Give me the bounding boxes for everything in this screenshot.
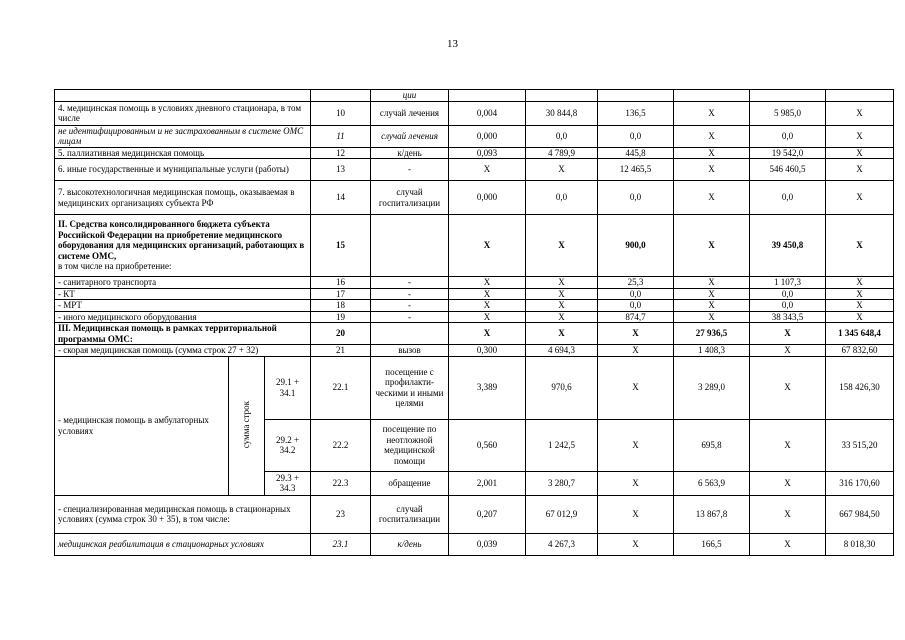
cell-unit: - (371, 300, 449, 312)
row-name (55, 215, 311, 277)
cell-c2: X (526, 215, 598, 277)
cell-unit: обращение (371, 471, 449, 495)
cell-c1: 0,000 (449, 125, 526, 147)
cell-c2 (526, 90, 598, 102)
cell-c6: X (826, 300, 894, 312)
cell-c3: X (598, 345, 674, 357)
cell-c3: 445,8 (598, 147, 674, 159)
cell-c5: X (750, 356, 826, 419)
row-name-text: - МРТ (58, 300, 82, 310)
table-row (55, 90, 894, 102)
cell-c4: X (674, 311, 750, 323)
cell-c4 (674, 90, 750, 102)
cell-c6: 33 515,20 (826, 419, 894, 471)
cell-unit: к/день (371, 147, 449, 159)
cell-c4: X (674, 147, 750, 159)
cell-c2: X (526, 288, 598, 300)
row-name-continuation: в том числе на приобретение: (58, 261, 172, 272)
cell-c3: 136,5 (598, 101, 674, 125)
cell-c3: X (598, 533, 674, 555)
cell-code: 21 (311, 345, 371, 357)
cell-unit (371, 215, 449, 277)
cell-c1: 0,039 (449, 533, 526, 555)
cell-c1: 0,093 (449, 147, 526, 159)
cell-c5: 39 450,8 (750, 215, 826, 277)
cell-c3: 0,0 (598, 125, 674, 147)
cell-c2: 970,6 (526, 356, 598, 419)
cell-c5: 38 343,5 (750, 311, 826, 323)
cell-c1: X (449, 288, 526, 300)
cell-c5: X (750, 419, 826, 471)
cell-c6: X (826, 311, 894, 323)
cell-unit: случай лечения (371, 125, 449, 147)
cell-c6: 1 345 648,4 (826, 323, 894, 345)
row-name (55, 181, 311, 215)
cell-c6: X (826, 288, 894, 300)
row-name-text: медицинская реабилитация в стационарных условиях (58, 538, 264, 549)
cell-c1: 0,207 (449, 495, 526, 533)
cell-code: 15 (311, 215, 371, 277)
cell-code: 22.1 (311, 356, 371, 419)
cell-c2: 0,0 (526, 125, 598, 147)
cell-c4: X (674, 300, 750, 312)
cell-c6: X (826, 147, 894, 159)
cell-c6: 8 018,30 (826, 533, 894, 555)
cell-c4: X (674, 159, 750, 181)
cell-c4: X (674, 288, 750, 300)
row-name (55, 300, 311, 312)
cell-c2: X (526, 300, 598, 312)
cell-code: 12 (311, 147, 371, 159)
cell-c1: 0,000 (449, 181, 526, 215)
cell-c5: X (750, 345, 826, 357)
table-row (55, 323, 894, 345)
cell-c5: X (750, 495, 826, 533)
cell-unit: - (371, 277, 449, 289)
cell-c4: 13 867,8 (674, 495, 750, 533)
cell-c3: X (598, 471, 674, 495)
row-name (55, 495, 311, 533)
table-row (55, 345, 894, 357)
cell-c1: 0,300 (449, 345, 526, 357)
cell-c6: X (826, 101, 894, 125)
table-row (55, 125, 894, 147)
table-row (55, 300, 894, 312)
table-row (55, 101, 894, 125)
page-number: 13 (447, 38, 458, 50)
row-name-text: - скорая медицинская помощь (сумма строк 27 + 32) (58, 345, 259, 355)
cell-c3: X (598, 495, 674, 533)
cell-sum: 29.1 + 34.1 (265, 356, 311, 419)
row-name (55, 533, 311, 555)
cell-unit: вызов (371, 345, 449, 357)
cell-code: 23.1 (311, 533, 371, 555)
table-row (55, 288, 894, 300)
row-name-text: II. Средства консолидированного бюджета субъекта Российской Федерации на приобретение медицинского оборудования для медицинских организаций, работающих в системе ОМС, (58, 219, 305, 261)
cell-code: 22.3 (311, 471, 371, 495)
table-body (55, 90, 894, 556)
cell-c3: 0,0 (598, 181, 674, 215)
cell-c3: 25,3 (598, 277, 674, 289)
cell-c3: X (598, 356, 674, 419)
cell-c5: 19 542,0 (750, 147, 826, 159)
cell-c2: 0,0 (526, 181, 598, 215)
cell-c5: 0,0 (750, 300, 826, 312)
cell-c1 (449, 90, 526, 102)
cell-c4: 695,8 (674, 419, 750, 471)
cell-c4: X (674, 277, 750, 289)
row-name (55, 101, 311, 125)
cell-c3 (598, 90, 674, 102)
cell-code: 18 (311, 300, 371, 312)
cell-c3: 12 465,5 (598, 159, 674, 181)
cell-unit: случай госпитализации (371, 181, 449, 215)
cell-c1: 3,389 (449, 356, 526, 419)
cell-c2: 4 267,3 (526, 533, 598, 555)
cell-code: 10 (311, 101, 371, 125)
cell-c3: 900,0 (598, 215, 674, 277)
row-name-text: 7. высокотехнологичная медицинская помощь, оказываемая в медицинских организациях субъекта РФ (58, 187, 295, 208)
cell-c5: 0,0 (750, 181, 826, 215)
cell-unit: к/день (371, 533, 449, 555)
cell-c3: 0,0 (598, 288, 674, 300)
cell-unit: - (371, 311, 449, 323)
row-name (55, 277, 311, 289)
vertical-label-cell (229, 356, 265, 495)
cell-c2: 4 694,3 (526, 345, 598, 357)
cell-code: 17 (311, 288, 371, 300)
cell-c2: 4 789,9 (526, 147, 598, 159)
row-name (55, 125, 311, 147)
cell-c2: X (526, 311, 598, 323)
cell-c6: 158 426,30 (826, 356, 894, 419)
cell-c1: X (449, 215, 526, 277)
cell-unit: посещение с профилакти-ческими и иными целями (371, 356, 449, 419)
cell-sum: 29.3 + 34.3 (265, 471, 311, 495)
row-name-text: - КТ (58, 288, 75, 299)
cell-code: 16 (311, 277, 371, 289)
row-name-text: не идентифицированным и не застрахованным в системе ОМС лицам (58, 125, 304, 146)
cell-c5: X (750, 323, 826, 345)
cell-c2: 67 012,9 (526, 495, 598, 533)
cell-unit: - (371, 159, 449, 181)
table-row (55, 159, 894, 181)
cell-sum: 29.2 + 34.2 (265, 419, 311, 471)
cell-c2: X (526, 159, 598, 181)
cell-c1: X (449, 311, 526, 323)
cell-c5 (750, 90, 826, 102)
cell-c5: 546 460,5 (750, 159, 826, 181)
row-name (55, 90, 311, 102)
cell-c1: X (449, 277, 526, 289)
cell-c4: 3 289,0 (674, 356, 750, 419)
cell-c4: 1 408,3 (674, 345, 750, 357)
table-row (55, 215, 894, 277)
row-name-text: - иного медицинского оборудования (58, 311, 197, 322)
cell-code: 14 (311, 181, 371, 215)
cell-c4: 27 936,5 (674, 323, 750, 345)
cell-c4: 6 563,9 (674, 471, 750, 495)
table-row (55, 277, 894, 289)
cell-c2: 1 242,5 (526, 419, 598, 471)
cell-c5: 0,0 (750, 288, 826, 300)
row-name-text: - санитарного транспорта (58, 277, 157, 287)
cell-c5: X (750, 533, 826, 555)
row-name (55, 159, 311, 181)
cell-c6: X (826, 159, 894, 181)
cell-c6: X (826, 277, 894, 289)
cell-c4: X (674, 101, 750, 125)
cell-code: 22.2 (311, 419, 371, 471)
cell-c1: X (449, 323, 526, 345)
cell-c6: 667 984,50 (826, 495, 894, 533)
cell-code: 11 (311, 125, 371, 147)
cell-c6: 316 170,60 (826, 471, 894, 495)
cell-unit: посещение по неотложной медицинской помощи (371, 419, 449, 471)
cell-c6: 67 832,60 (826, 345, 894, 357)
financing-table (54, 89, 894, 556)
cell-c5: 1 107,3 (750, 277, 826, 289)
cell-unit: случай лечения (371, 101, 449, 125)
cell-unit: случай госпитализации (371, 495, 449, 533)
cell-c2: 3 280,7 (526, 471, 598, 495)
table-row (55, 147, 894, 159)
row-name-text: 6. иные государственные и муниципальные услуги (работы) (58, 164, 289, 175)
table-row (55, 533, 894, 555)
row-name-text: III. Медицинская помощь в рамках территориальной программы ОМС: (58, 323, 277, 344)
cell-c1: X (449, 300, 526, 312)
row-name (55, 345, 311, 357)
cell-code: 19 (311, 311, 371, 323)
cell-c3: 0,0 (598, 300, 674, 312)
cell-c5: X (750, 471, 826, 495)
cell-c5: 0,0 (750, 125, 826, 147)
cell-c6: X (826, 181, 894, 215)
row-name (55, 288, 311, 300)
table-row (55, 356, 894, 419)
cell-c3: X (598, 419, 674, 471)
cell-c5: 5 985,0 (750, 101, 826, 125)
cell-code: 20 (311, 323, 371, 345)
cell-c6: X (826, 125, 894, 147)
cell-unit (371, 323, 449, 345)
cell-code (311, 90, 371, 102)
cell-c4: X (674, 181, 750, 215)
cell-unit: - (371, 288, 449, 300)
row-name-text: 5. паллиативная медицинская помощь (58, 147, 205, 158)
row-name (55, 311, 311, 323)
cell-c2: 30 844,8 (526, 101, 598, 125)
row-name (55, 323, 311, 345)
cell-c1: X (449, 159, 526, 181)
cell-c4: X (674, 215, 750, 277)
row-name: - медицинская помощь в амбулаторных условиях (55, 356, 229, 495)
cell-code: 23 (311, 495, 371, 533)
row-name-text: 4. медицинская помощь в условиях дневного стационара, в том числе (58, 102, 302, 123)
cell-c4: X (674, 125, 750, 147)
row-name (55, 147, 311, 159)
cell-c3: 874,7 (598, 311, 674, 323)
cell-unit: ции (371, 90, 449, 102)
cell-c6: X (826, 215, 894, 277)
table-row (55, 495, 894, 533)
cell-c4: 166,5 (674, 533, 750, 555)
cell-c2: X (526, 277, 598, 289)
cell-c3: X (598, 323, 674, 345)
cell-c1: 2,001 (449, 471, 526, 495)
table-row (55, 181, 894, 215)
cell-code: 13 (311, 159, 371, 181)
cell-c2: X (526, 323, 598, 345)
row-name-text: - специализированная медицинская помощь в стационарных условиях (сумма строк 30 + 35), в том числе: (58, 503, 291, 524)
cell-c1: 0,004 (449, 101, 526, 125)
cell-c1: 0,560 (449, 419, 526, 471)
vertical-label: сумма строк (241, 400, 252, 448)
table-row (55, 311, 894, 323)
cell-c6 (826, 90, 894, 102)
